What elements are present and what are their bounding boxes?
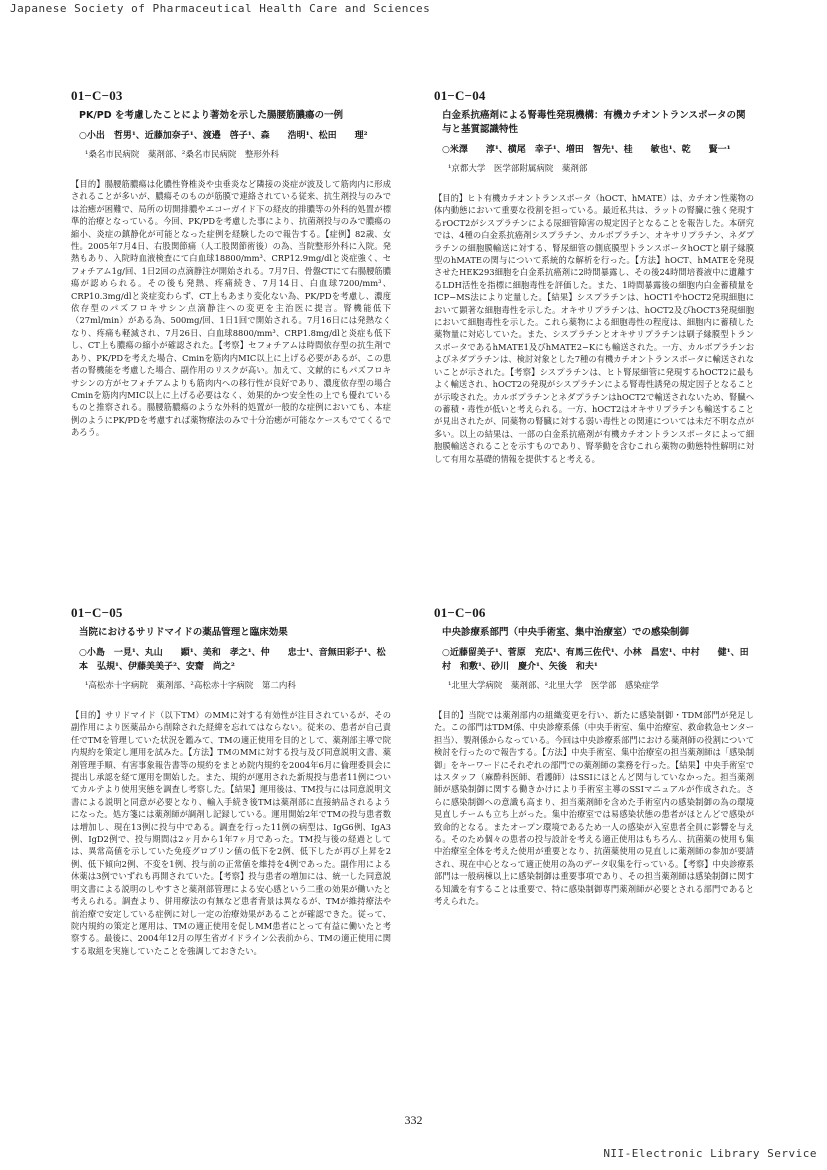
abstract-body: 【目的】当院では薬剤部内の組織変更を行い、新たに感染制御・TDM部門が発足した。この部門はTDM係、中央診療系係（中央手術室、集中治療室、救命救急センター担当）、製剤係からなっている。今回は中央診療系部門における薬剤師の役割について検討を行ったので報告する。【方法】中央手術室、集中治療室の担当薬剤師は「感染制御」をキーワードにそれぞれの部門での薬剤師の業務を行った。【結果】中央手術室ではスタッフ（麻酔科医師、看護師）はSSIにほとんど関与していなかった。担当薬剤師が感染制御に関する働きかけにより手術室主導のSSIマニュアルが作成された。さらに感染制御への意識も高まり、担当薬剤師を含めた手術室内の感染制御の為の環境見直しチームも立ち上がった。集中治療室では易感染状態の患者がほとんどで感染が致命的となる。またオープン環境であるため一人の感染が入室患者全員に影響を与える。そのため個々の患者の投与設計を考える適正使用はもちろん、抗菌薬の使用も集中治療室全体を考えた使用が重要となり、抗菌薬使用の見直しに薬剤師の参加が要請され、現在中心となって適正使用の為のデータ収集を行っている。【考察】中央診療系部門は一般病棟以上に感染制御は重要事項であり、その担当薬剤師は感染制御に関する知識を有することは重要で、特に感染制御専門薬剤師が必要とされる部門であると考えられた。 — [434, 710, 754, 907]
abstract-authors: ○小島 一見¹、丸山 顕¹、美和 孝之¹、仲 忠士¹、音無田彩子¹、松本 弘規¹、伊藤美美子²、安齋 尚之² — [79, 648, 386, 672]
abstract-id: 01−C−06 — [434, 605, 486, 620]
abstract-authors: ○米澤 淳¹、横尾 幸子¹、増田 智先¹、桂 敏也¹、乾 賢一¹ — [442, 145, 731, 155]
abstract-affiliation: ¹桑名市民病院 薬剤部、²桑名市民病院 整形外科 — [85, 150, 279, 160]
abstract-id: 01−C−05 — [71, 605, 123, 620]
abstract-id: 01−C−03 — [71, 88, 123, 103]
journal-header: Japanese Society of Pharmaceutical Health Care and Sciences — [10, 2, 431, 15]
abstract-body: 【目的】ヒト有機カチオントランスポータ（hOCT、hMATE）は、カチオン性薬物の体内動態において重要な役割を担っている。最近私共は、ラットの腎臓に強く発現するrOCT2がシスプラチンによる尿細管障害の規定因子となることを報告した。本研究では、4種の白金系抗癌剤シスプラチン、カルボプラチン、オキサリプラチン、ネダプラチンの細胞膜輸送に対する、腎尿細管の側底膜型トランスポータhOCTと刷子縁膜型のhMATEの関与について系統的な解析を行った。【方法】hOCT、hMATEを発現させたHEK293細胞を白金系抗癌剤に2時間暴露し、その後24時間培養液中に遺離するLDH活性を指標に細胞毒性を評価した。また、1時間暴露後の細胞内白金蓄積量をICP−MS法により定量した。【結果】シスプラチンは、hOCT1やhOCT2発現細胞において顕著な細胞毒性を示した。オキサリプラチンは、hOCT2及びhOCT3発現細胞において細胞毒性を示した。これら薬物による細胞毒性の程度は、細胞内に蓄積した薬物量に対応していた。また、シスプラチンとオキサリプラチンは刷子縁膜型トランスポータであるhMATE1及びhMATE2−Kにも輸送された。一方、カルボプラチンおよびネダプラチンは、検討対象とした7種の有機カチオントランスポータに輸送されないことが示された。【考察】シスプラチンは、ヒト腎尿細管に発現するhOCT2に最もよく輸送され、hOCT2の発現がシスプラチンによる腎毒性誘発の規定因子となることが示唆された。カルボプラチンとネダプラチンはhOCT2で輸送されないため、腎臓への蓄積・毒性が低いと考えられる。一方、hOCT2はオキサリプラチンも輸送することが見出されたが、同薬物の腎臓に対する弱い毒性との関連については未だ不明な点が多い。以上の結果は、一部の白金系抗癌剤が有機カチオントランスポータによって細胞膜輸送されることを示すものであり、腎挙動を含むこれら薬物の動態特性解明に対して有用な基礎的情報を提供すると考える。 — [434, 193, 754, 464]
abstract-title: 中央診療系部門（中央手術室、集中治療室）での感染制御 — [442, 627, 690, 638]
abstract-01-c-03 — [71, 88, 391, 439]
abstract-affiliation: ¹高松赤十字病院 薬剤部、²高松赤十字病院 第二内科 — [85, 681, 296, 691]
abstract-body: 【目的】腸腰筋膿瘍は化膿性脊椎炎や虫垂炎など隣接の炎症が波及して筋肉内に形成されることが多いが、膿瘍そのものが筋膜で連絡されている従来、抗生剤投与のみでは治癒が困難で、局所の切開排膿やエコーガイド下の経皮的排膿等の外科的処置が標準的治療となっている。今回、PK/PDを考慮した事により、抗菌剤投与のみで膿瘍の縮小、炎症の鎮静化が可能となった症例を経験したので報告する。【症例】82歳、女性。2005年7月4日、右股関節痛（人工股関節術後）の為、当院整形外科に入院。発熱もあり、入院時血液検査にて白血球18800/mm³、CRP12.9mg/dlと炎症強く、セフォチアム1g/回、1日2回の点滴静注が開始される。7月7日、骨盤CTにて右腸腰筋膿瘍が認められる。その後も発熱、疼痛続き、7月14日、白血球7200/mm³、CRP10.3mg/dlと炎症変わらず、CT上もあまり変化ない為、PK/PDを考慮し、濃度依存型のパズフロキサシン点滴静注への変更を主治医に提言。腎機能低下（27ml/min）がある為、500mg/回、1日1回で開始される。7月16日には発熱なくなり、疼痛も軽減され、7月26日、白血球8800/mm³、CRP1.8mg/dlと炎症も低下し、CT上も膿瘍の縮小が確認された。【考察】セフォチアムは時間依存型の抗生剤であり、PK/PDを考えた場合、Cminを筋肉内MIC以上に上げる必要があるが、この患者の腎機能を考慮した場合、副作用のリスクが高い。加えて、文献的にもパズフロキサシンの方がセフォチアムよりも筋肉内への移行性が良好であり、濃度依存型の場合Cminを筋肉内MIC以上に上げる必要はなく、効果的かつ安全性の上でも優れているものと推察される。腸腰筋膿瘍のような外科的処置が一般的な症例においても、本症例のようにPK/PDを考慮すれば薬物療法のみで十分治癒が可能なケースもでてくるであろう。 — [71, 179, 391, 438]
abstract-affiliation: ¹北里大学病院 薬剤部、²北里大学 医学部 感染症学 — [448, 681, 659, 691]
abstract-id: 01−C−04 — [434, 88, 486, 103]
abstract-01-c-05 — [71, 605, 391, 957]
abstract-01-c-04 — [434, 88, 754, 465]
abstract-affiliation: ¹京都大学 医学部附属病院 薬剤部 — [448, 164, 588, 174]
abstract-title: PK/PD を考慮したことにより著効を示した腸腰筋膿瘍の一例 — [79, 110, 343, 121]
abstract-authors: ○小出 哲男¹、近藤加奈子¹、渡邉 啓子¹、森 浩明¹、松田 理² — [79, 131, 368, 141]
abstract-01-c-06 — [434, 605, 754, 908]
abstract-title: 当院におけるサリドマイドの薬品管理と臨床効果 — [79, 627, 288, 638]
page-number: 332 — [404, 1113, 423, 1127]
abstract-body: 【目的】サリドマイド（以下TM）のMMに対する有効性が注目されているが、その副作用により医薬品から削除された経緯を忘れてはならない。従来の、患者が自己責任でTMを管理していた状況を鑑みて、TMの適正使用を目的として、薬剤部主導で院内規約を策定し運用を試みた。【方法】TMのMMに対する投与及び同意説明文書、薬剤管理手順、有害事象報告書等の規約をまとめ院内規約を2004年6月に倫理委員会に提出し承認を経て運用を開始した。また、規約が運用された新規投与患者11例についてカルテより使用実態を調査し考察した。【結果】運用後は、TM投与には同意説明文書による説明と同意が必要となり、輸入手続き後TMは薬剤部に直接納品されるようになった。処方箋には薬剤師が調剤し記録している。運用開始2年でTMの投与患者数は増加し、現在13例に投与中である。調査を行った11例の病型は、IgG6例、IgA3例、IgD2例で、投与期間は2ヶ月から1年7ヶ月であった。TM投与後の経過としては、異常高値を示していた免疫グロブリン値の低下を2例、低下したが再び上昇を2例、低下傾向2例、不変を1例、投与前の正常値を維持を4例であった。副作用による休薬は3例でいずれも再開されていた。【考察】投与患者の増加には、統一した同意説明文書による説明のしやすさと薬剤部管理による安心感という二重の効果が働いたと考えられる。調査より、併用療法の有無など患者背景は異なるが、TMが維持療法や前治療で安定している症例に対し一定の治療効果があることが確認できた。従って、院内規約の策定と運用は、TMの適正使用を促しMM患者にとって有益に働いたと考察する。最後に、2004年12月の厚生省ガイドライン公表前から、TMの適正使用に関する取組を実施していたことを強調しておきたい。 — [71, 710, 391, 956]
abstract-title: 白金系抗癌剤による腎毒性発現機構：有機カチオントランスポータの関与と基質認識特性 — [442, 110, 746, 135]
abstract-authors: ○近藤留美子¹、菅原 充広¹、有馬三佐代¹、小林 昌宏¹、中村 健¹、田村 和敷¹、砂川 慶介¹、矢後 和夫¹ — [442, 648, 749, 672]
library-footer: NII-Electronic Library Service — [603, 1147, 817, 1160]
